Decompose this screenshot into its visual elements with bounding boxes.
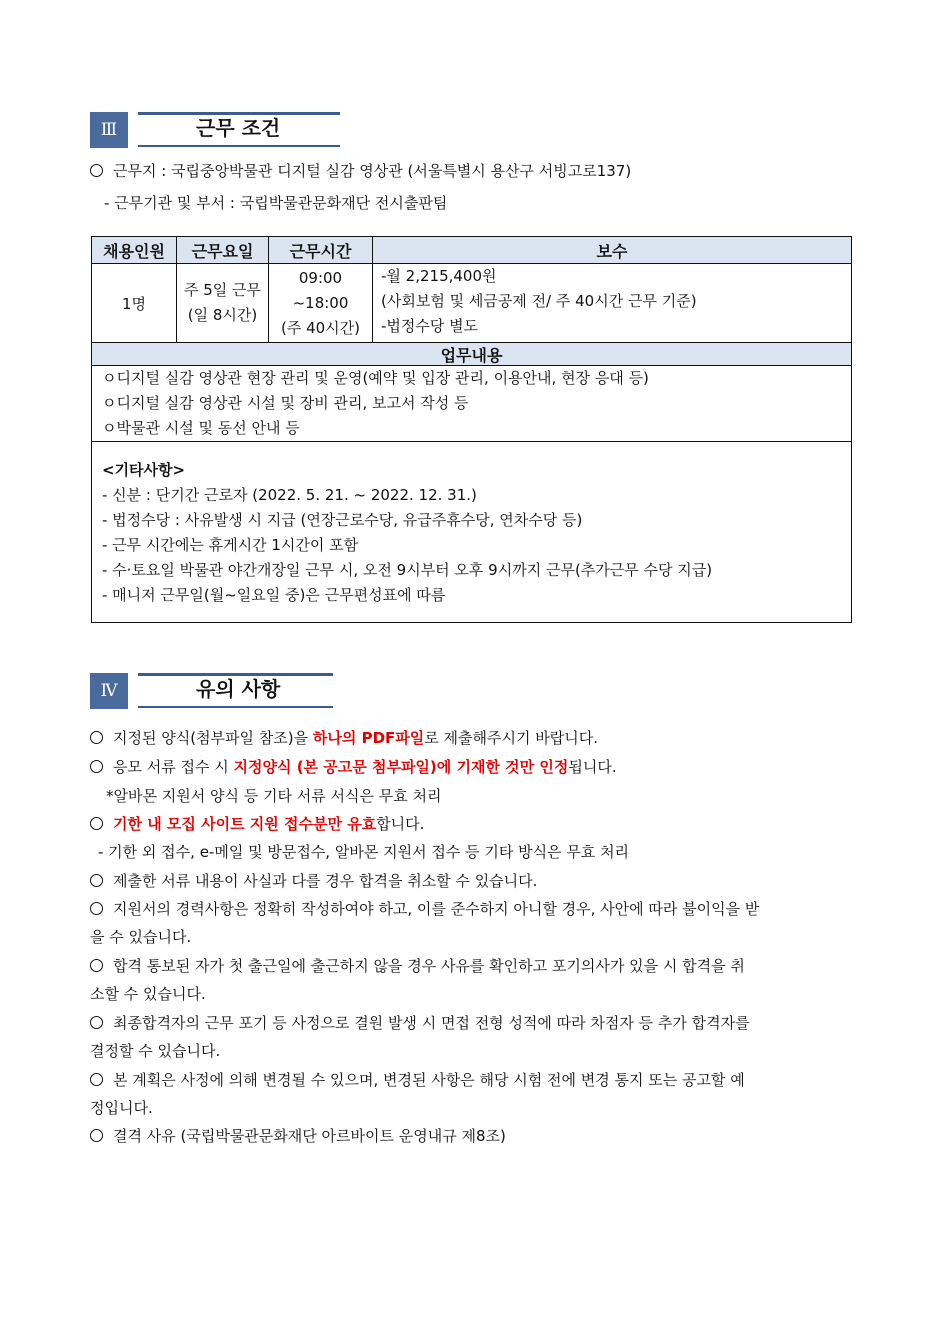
days-line-2: (일 8시간) xyxy=(187,306,258,324)
note-2 xyxy=(90,757,617,777)
note-5-text: 지원서의 경력사항은 정확히 작성하여야 하고, 이를 준수하지 아니할 경우, 사안에 따라 불이익을 받 xyxy=(113,900,760,918)
hours-cell xyxy=(269,264,373,342)
note-8-text: 본 계획은 사정에 의해 변경될 수 있으며, 변경된 사항은 해당 시험 전에 변경 통지 또는 공고할 예 xyxy=(113,1071,745,1089)
header-hours: 근무시간 xyxy=(269,237,373,263)
note-1-emphasis: 하나의 PDF파일 xyxy=(312,729,425,747)
note-4 xyxy=(90,871,537,891)
hours-line-2: (주 40시간) xyxy=(280,318,361,337)
note-1-text-a: 지정된 양식(첨부파일 참조)을 xyxy=(113,729,313,747)
note-1-text-b: 로 제출해주시기 바랍니다. xyxy=(424,729,598,747)
work-department: - 근무기관 및 부서 : 국립박물관문화재단 전시출판팀 xyxy=(104,194,448,212)
headcount-cell: 1명 xyxy=(92,264,177,342)
duty-item: ㅇ디지털 실감 영상관 현장 관리 및 운영(예약 및 입장 관리, 이용안내, 현장 응대 등) xyxy=(102,369,649,387)
note-2-sub: *알바몬 지원서 양식 등 기타 서류 서식은 무효 처리 xyxy=(106,787,442,805)
note-2-text-a: 응모 서류 접수 시 xyxy=(113,758,234,776)
etc-section xyxy=(92,442,851,622)
note-3-sub: - 기한 외 접수, e-메일 및 방문접수, 알바몬 지원서 접수 등 기타 방식은 무효 처리 xyxy=(98,843,630,861)
bullet-circle-icon xyxy=(90,817,103,830)
section4-title: 유의 사항 xyxy=(196,677,281,701)
section3-rule-bottom xyxy=(138,145,340,147)
note-9 xyxy=(90,1126,506,1146)
etc-item: - 매니저 근무일(월~일요일 중)은 근무편성표에 따름 xyxy=(102,586,446,604)
note-6-text: 합격 통보된 자가 첫 출근일에 출근하지 않을 경우 사유를 확인하고 포기의사가 있을 시 합격을 취 xyxy=(113,957,745,975)
note-3-emphasis: 기한 내 모집 사이트 지원 접수분만 유효 xyxy=(113,815,377,833)
work-location xyxy=(90,161,631,181)
note-8-cont: 정입니다. xyxy=(90,1099,153,1117)
bullet-circle-icon xyxy=(90,164,103,177)
duty-item: ㅇ박물관 시설 및 동선 안내 등 xyxy=(102,419,300,437)
note-7-cont: 결정할 수 있습니다. xyxy=(90,1042,221,1060)
days-cell xyxy=(177,264,269,342)
section4-rule-bottom xyxy=(138,706,333,708)
note-6 xyxy=(90,956,745,976)
section3-title: 근무 조건 xyxy=(196,116,281,140)
duty-item: ㅇ디지털 실감 영상관 시설 및 장비 관리, 보고서 작성 등 xyxy=(102,394,469,412)
note-1 xyxy=(90,728,598,748)
etc-title: <기타사항> xyxy=(102,461,186,479)
days-line-1: 주 5일 근무 xyxy=(183,281,262,299)
note-6-cont: 소할 수 있습니다. xyxy=(90,985,206,1003)
pay-cell xyxy=(373,264,851,342)
bullet-circle-icon xyxy=(90,874,103,887)
etc-item: - 법정수당 : 사유발생 시 지급 (연장근로수당, 유급주휴수당, 연차수당 등) xyxy=(102,511,583,529)
bullet-circle-icon xyxy=(90,1129,103,1142)
etc-item: - 수·토요일 박물관 야간개장일 근무 시, 오전 9시부터 오후 9시까지 근무(추가근무 수당 지급) xyxy=(102,561,713,579)
work-content-header: 업무내용 xyxy=(92,343,851,366)
etc-item: - 신분 : 단기간 근로자 (2022. 5. 21. ~ 2022. 12. 31.) xyxy=(102,486,477,504)
section4-numeral: Ⅳ xyxy=(90,673,128,709)
pay-line-1: -월 2,215,400원 xyxy=(381,267,497,285)
note-8 xyxy=(90,1070,745,1090)
table-data-row xyxy=(92,264,851,343)
note-5 xyxy=(90,899,759,919)
pay-line-2: (사회보험 및 세금공제 전/ 주 40시간 근무 기준) xyxy=(381,292,697,310)
note-7-text: 최종합격자의 근무 포기 등 사정으로 결원 발생 시 면접 전형 성적에 따라 차점자 등 추가 합격자를 xyxy=(113,1014,750,1032)
header-days: 근무요일 xyxy=(177,237,269,263)
bullet-circle-icon xyxy=(90,731,103,744)
hours-line-1: 09:00 ~18:00 xyxy=(292,268,349,312)
header-pay: 보수 xyxy=(373,237,851,263)
header-headcount: 채용인원 xyxy=(92,237,177,263)
note-2-emphasis: 지정양식 (본 공고문 첨부파일)에 기재한 것만 인정 xyxy=(233,758,569,776)
note-4-text: 제출한 서류 내용이 사실과 다를 경우 합격을 취소할 수 있습니다. xyxy=(113,872,538,890)
note-3-text-b: 합니다. xyxy=(376,815,425,833)
etc-item: - 근무 시간에는 휴게시간 1시간이 포함 xyxy=(102,536,359,554)
note-7 xyxy=(90,1013,750,1033)
pay-line-3: -법정수당 별도 xyxy=(381,317,479,335)
bullet-circle-icon xyxy=(90,959,103,972)
bullet-circle-icon xyxy=(90,1016,103,1029)
section3-header xyxy=(90,112,350,150)
bullet-circle-icon xyxy=(90,760,103,773)
note-5-cont: 을 수 있습니다. xyxy=(90,928,192,946)
section3-numeral: Ⅲ xyxy=(90,112,128,148)
table-header-row xyxy=(92,237,851,264)
work-location-text: 근무지 : 국립중앙박물관 디지털 실감 영상관 (서울특별시 용산구 서빙고로137) xyxy=(113,162,632,180)
duties-list xyxy=(92,366,851,442)
section4-header xyxy=(90,673,350,711)
note-9-text: 결격 사유 (국립박물관문화재단 아르바이트 운영내규 제8조) xyxy=(113,1127,506,1145)
bullet-circle-icon xyxy=(90,1073,103,1086)
conditions-table xyxy=(91,236,852,623)
bullet-circle-icon xyxy=(90,902,103,915)
note-2-text-b: 됩니다. xyxy=(568,758,617,776)
note-3 xyxy=(90,814,424,834)
